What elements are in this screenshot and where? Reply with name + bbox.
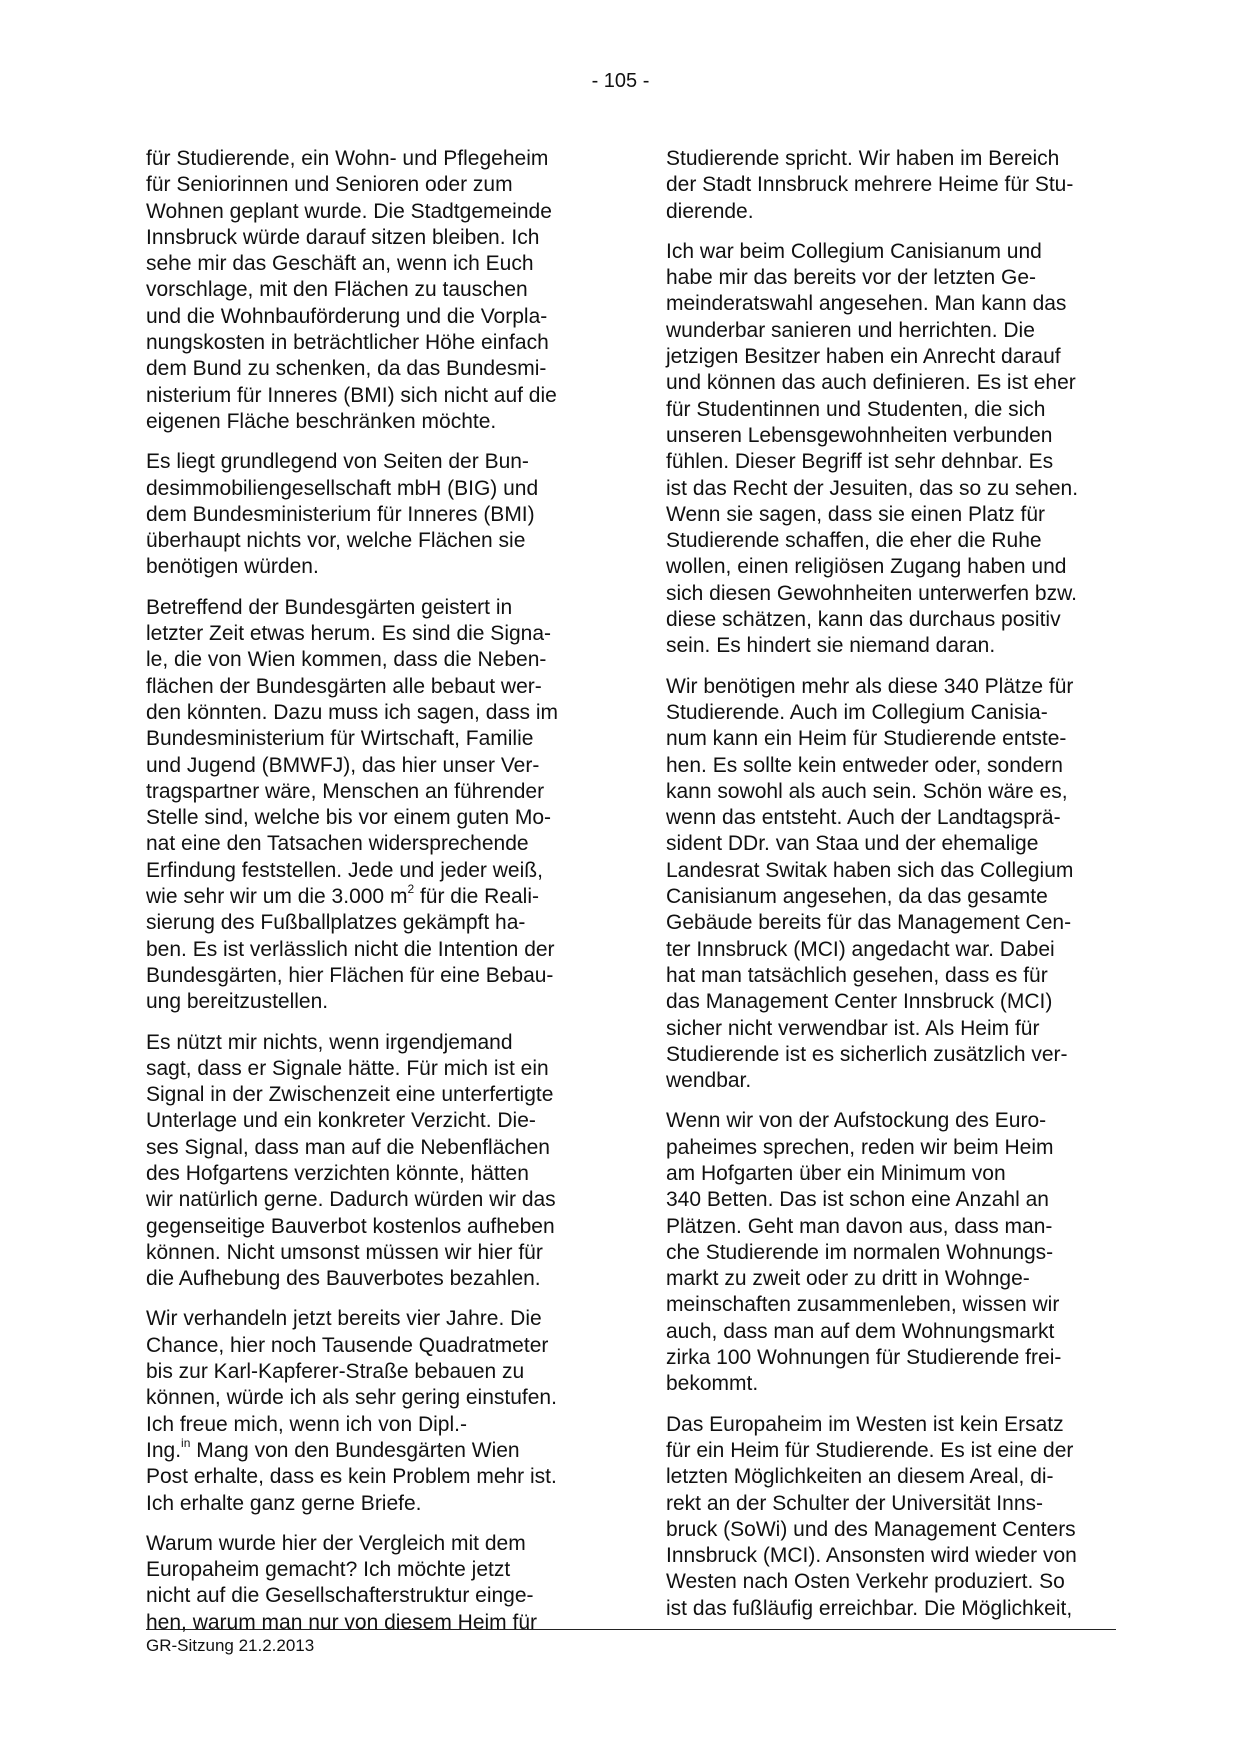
text-line: den könnten. Dazu muss ich sagen, dass im [146, 700, 559, 724]
text-line: fühlen. Dieser Begriff ist sehr dehnbar. Es [666, 450, 1054, 474]
text-line: ist das Recht der Jesuiten, das so zu sehen. [666, 476, 1079, 500]
text-line: letzten Möglichkeiten an diesem Areal, di- [666, 1465, 1054, 1489]
text-line: Innsbruck (MCI). Ansonsten wird wieder von [666, 1544, 1077, 1568]
text-line: Wohnen geplant wurde. Die Stadtgemeinde [146, 199, 552, 223]
paragraph [146, 1306, 596, 1516]
text-line: wunderbar sanieren und herrichten. Die [666, 318, 1035, 342]
superscript: 2 [407, 882, 415, 897]
paragraph [146, 146, 596, 435]
text-line: Europaheim gemacht? Ich möchte jetzt [146, 1558, 511, 1582]
paragraph [666, 674, 1116, 1095]
text-line: le, die von Wien kommen, dass die Neben- [146, 648, 547, 672]
paragraph [666, 239, 1116, 660]
text-line: nat eine den Tatsachen widersprechende [146, 832, 529, 856]
text-line: Wir verhandeln jetzt bereits vier Jahre. Die [146, 1307, 542, 1331]
text-line: meinschaften zusammenleben, wissen wir [666, 1293, 1060, 1317]
text-line: sicher nicht verwendbar ist. Als Heim für [666, 1016, 1040, 1040]
text-line: die Aufhebung des Bauverbotes bezahlen. [146, 1267, 541, 1291]
paragraph [146, 595, 596, 1016]
text-line: jetzigen Besitzer haben ein Anrecht darauf [666, 345, 1061, 369]
paragraph [146, 449, 596, 580]
text-line: kann sowohl als auch sein. Schön wäre es, [666, 779, 1068, 803]
text-line: der Stadt Innsbruck mehrere Heime für Stu- [666, 173, 1074, 197]
text-line: Es liegt grundlegend von Seiten der Bun- [146, 450, 529, 474]
text-line: dem Bund zu schenken, da das Bundesmi- [146, 357, 547, 381]
text-line: Studierende. Auch im Collegium Canisia- [666, 700, 1048, 724]
right-column [666, 146, 1116, 1636]
paragraph [146, 1030, 596, 1293]
superscript: in [181, 1435, 191, 1450]
text-line: sierung des Fußballplatzes gekämpft ha- [146, 911, 526, 935]
text-line: paheimes sprechen, reden wir beim Heim [666, 1135, 1054, 1159]
text-line: Canisianum angesehen, da das gesamte [666, 885, 1048, 909]
text-line: Studierende schaffen, die eher die Ruhe [666, 529, 1042, 553]
text-line: Landesrat Switak haben sich das Collegium [666, 858, 1074, 882]
text-line: che Studierende im normalen Wohnungs- [666, 1240, 1054, 1264]
text-line: gegenseitige Bauverbot kostenlos aufheben [146, 1214, 555, 1238]
text-line: Gebäude bereits für das Management Cen- [666, 911, 1072, 935]
text-line: Erfindung feststellen. Jede und jeder weiß, [146, 858, 543, 882]
text-line: unseren Lebensgewohnheiten verbunden [666, 423, 1053, 447]
text-line: desimmobiliengesellschaft mbH (BIG) und [146, 476, 539, 500]
text-line: können, würde ich als sehr gering einstufen. [146, 1386, 557, 1410]
text-line: des Hofgartens verzichten könnte, hätten [146, 1161, 529, 1185]
text-line: nungskosten in beträchtlicher Höhe einfach [146, 331, 549, 355]
text-line: wie sehr wir um die 3.000 $m^2$ für die Reali- [146, 882, 540, 909]
text-line: zirka 100 Wohnungen für Studierende frei- [666, 1346, 1062, 1370]
text-line: bekommt. [666, 1372, 759, 1396]
text-line: bruck (SoWi) und des Management Centers [666, 1517, 1076, 1541]
text-line: rekt an der Schulter der Universität Inns- [666, 1491, 1043, 1515]
text-line: Wir benötigen mehr als diese 340 Plätze für [666, 674, 1074, 698]
text-line: hen. Es sollte kein entweder oder, sondern [666, 753, 1063, 777]
text-line: und Jugend (BMWFJ), das hier unser Ver- [146, 753, 540, 777]
text-line: letzter Zeit etwas herum. Es sind die Signa- [146, 622, 552, 646]
text-line: können. Nicht umsonst müssen wir hier für [146, 1240, 543, 1264]
text-line: für Studierende, ein Wohn- und Pflegeheim [146, 147, 549, 170]
text-line: Es nützt mir nichts, wenn irgendjemand [146, 1030, 513, 1054]
text-line: Studierende ist es sicherlich zusätzlich ver- [666, 1042, 1068, 1066]
text-line: hat man tatsächlich gesehen, dass es für [666, 963, 1048, 987]
text-line: sich diesen Gewohnheiten unterwerfen bzw. [666, 581, 1077, 605]
text-line: Ich war beim Collegium Canisianum und [666, 239, 1042, 263]
text-line: ter Innsbruck (MCI) angedacht war. Dabei [666, 937, 1055, 961]
text-line: Das Europaheim im Westen ist kein Ersatz [666, 1412, 1064, 1436]
text-line: Ich freue mich, wenn ich von Dipl.- [146, 1412, 467, 1436]
text-line: bis zur Karl-Kapferer-Straße bebauen zu [146, 1360, 525, 1384]
paragraph [666, 1108, 1116, 1397]
text-line: nicht auf die Gesellschafterstruktur einge- [146, 1584, 534, 1608]
text-line: benötigen würden. [146, 555, 319, 579]
text-line: meinderatswahl angesehen. Man kann das [666, 292, 1067, 316]
text-line: Wenn wir von der Aufstockung des Euro- [666, 1109, 1047, 1133]
text-line: Stelle sind, welche bis vor einem guten Mo- [146, 806, 552, 830]
text-line: überhaupt nichts vor, welche Flächen sie [146, 529, 526, 553]
text-line: Ing.$^{in}$ Mang von den Bundesgärten Wien [146, 1435, 520, 1462]
text-line: für Seniorinnen und Senioren oder zum [146, 173, 513, 197]
text-line: am Hofgarten über ein Minimum von [666, 1161, 1006, 1185]
text-line: Plätzen. Geht man davon aus, dass man- [666, 1214, 1053, 1238]
text-line: ist das fußläufig erreichbar. Die Möglichkeit, [666, 1596, 1073, 1620]
text-line: habe mir das bereits vor der letzten Ge- [666, 266, 1037, 290]
paragraph [146, 1531, 596, 1636]
text-line: Signal in der Zwischenzeit eine unterfertigte [146, 1083, 554, 1107]
text-line: eigenen Fläche beschränken möchte. [146, 409, 497, 433]
text-line: sein. Es hindert sie niemand daran. [666, 634, 996, 658]
text-line: Chance, hier noch Tausende Quadratmeter [146, 1333, 549, 1357]
text-line: Studierende spricht. Wir haben im Bereich [666, 147, 1060, 170]
text-line: nisterium für Inneres (BMI) sich nicht auf die [146, 383, 557, 407]
left-column [146, 146, 596, 1650]
paragraph [666, 1412, 1116, 1622]
text-line: sagt, dass er Signale hätte. Für mich ist ein [146, 1056, 549, 1080]
text-line: markt zu zweit oder zu dritt in Wohnge- [666, 1267, 1030, 1291]
text-line: wir natürlich gerne. Dadurch würden wir das [146, 1188, 556, 1212]
text-line: wendbar. [666, 1069, 752, 1093]
text-line: Betreffend der Bundesgärten geistert in [146, 595, 513, 619]
text-line: vorschlage, mit den Flächen zu tauschen [146, 278, 528, 302]
text-line: für Studentinnen und Studenten, die sich [666, 397, 1046, 421]
text-line: ses Signal, dass man auf die Nebenflächen [146, 1135, 550, 1159]
text-line: hen, warum man nur von diesem Heim für [146, 1610, 537, 1634]
text-line: num kann ein Heim für Studierende entste- [666, 727, 1067, 751]
text-line: Warum wurde hier der Vergleich mit dem [146, 1531, 526, 1555]
text-line: das Management Center Innsbruck (MCI) [666, 990, 1053, 1014]
text-line: und die Wohnbauförderung und die Vorpla- [146, 304, 548, 328]
text-line: dierende. [666, 199, 754, 223]
footer-rule [146, 1629, 1116, 1630]
paragraph [666, 146, 1116, 225]
text-line: und können das auch definieren. Es ist eher [666, 371, 1076, 395]
text-line: Bundesministerium für Wirtschaft, Familie [146, 727, 534, 751]
text-line: ben. Es ist verlässlich nicht die Intention der [146, 937, 555, 961]
text-line: ung bereitzustellen. [146, 990, 329, 1014]
text-line: diese schätzen, kann das durchaus positiv [666, 608, 1061, 632]
text-line: 340 Betten. Das ist schon eine Anzahl an [666, 1188, 1049, 1212]
text-line: dem Bundesministerium für Inneres (BMI) [146, 502, 535, 526]
text-line: tragspartner wäre, Menschen an führender [146, 779, 545, 803]
text-line: sident DDr. van Staa und der ehemalige [666, 832, 1039, 856]
text-line: auch, dass man auf dem Wohnungsmarkt [666, 1319, 1055, 1343]
text-line: sehe mir das Geschäft an, wenn ich Euch [146, 252, 534, 276]
text-line: flächen der Bundesgärten alle bebaut wer- [146, 674, 542, 698]
text-line: Wenn sie sagen, dass sie einen Platz für [666, 502, 1045, 526]
footer-text: GR-Sitzung 21.2.2013 [146, 1636, 315, 1655]
text-line: Ich erhalte ganz gerne Briefe. [146, 1491, 422, 1515]
text-line: Post erhalte, dass es kein Problem mehr ist. [146, 1465, 557, 1489]
text-line: Innsbruck würde darauf sitzen bleiben. Ich [146, 225, 540, 249]
text-line: für ein Heim für Studierende. Es ist eine der [666, 1438, 1074, 1462]
page-number: - 105 - [591, 70, 650, 92]
text-line: wollen, einen religiösen Zugang haben und [666, 555, 1067, 579]
text-line: wenn das entsteht. Auch der Landtagsprä- [666, 806, 1061, 830]
text-line: Westen nach Osten Verkehr produziert. So [666, 1570, 1065, 1594]
text-line: Unterlage und ein konkreter Verzicht. Die- [146, 1109, 536, 1133]
text-line: Bundesgärten, hier Flächen für eine Bebau- [146, 963, 554, 987]
